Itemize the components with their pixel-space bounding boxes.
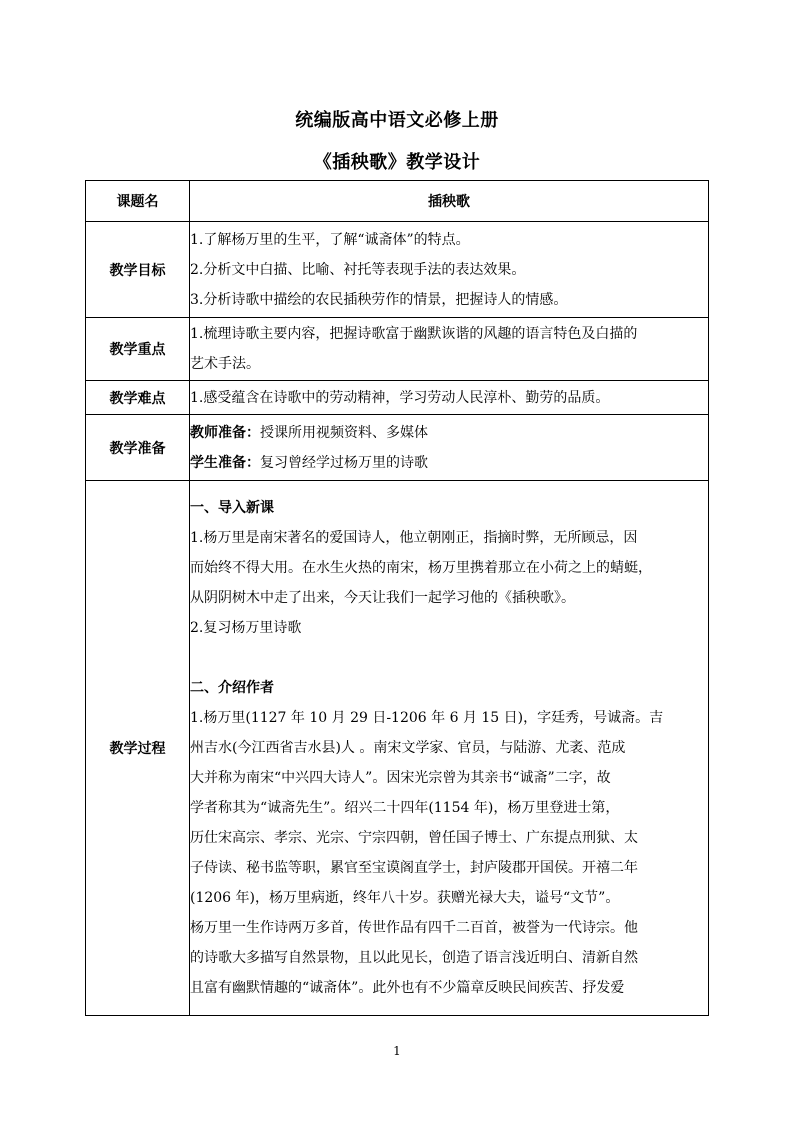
difficulties-content bbox=[190, 381, 709, 415]
process-line: 杨万里一生作诗两万多首，传世作品有四千二百首，被誉为一代诗宗。他 bbox=[190, 920, 638, 936]
page-number: 1 bbox=[393, 1044, 401, 1058]
student-preparation-label: 学生准备： bbox=[190, 454, 260, 471]
lesson-plan-table bbox=[85, 180, 709, 1016]
student-preparation bbox=[190, 448, 708, 478]
teacher-preparation-text: 授课所用视频资料、多媒体 bbox=[260, 424, 428, 441]
goals-label: 教学目标 bbox=[86, 222, 190, 318]
difficulties-label: 教学难点 bbox=[86, 381, 190, 415]
goals-line: 1.了解杨万里的生平，了解“诚斋体”的特点。 bbox=[190, 231, 470, 248]
table-row-process bbox=[86, 481, 709, 1016]
document-subtitle: 《插秧歌》教学设计 bbox=[313, 152, 481, 173]
goals-line: 3.分析诗歌中描绘的农民插秧劳作的情景，把握诗人的情感。 bbox=[190, 291, 568, 308]
process-line: 而始终不得大用。在水生火热的南宋，杨万里携着那立在小荷之上的蜻蜓， bbox=[190, 560, 652, 576]
topic-label: 课题名 bbox=[86, 181, 190, 222]
process-line: (1206 年)，杨万里病逝，终年八十岁。获赠光禄大夫，谥号“文节”。 bbox=[190, 890, 620, 906]
teacher-preparation bbox=[190, 418, 708, 448]
key-points-content bbox=[190, 318, 709, 381]
key-points-line: 艺术手法。 bbox=[190, 356, 260, 372]
process-line: 且富有幽默情趣的“诚斋体”。此外也有不少篇章反映民间疾苦、抒发爱 bbox=[190, 980, 625, 996]
process-content bbox=[190, 481, 709, 1016]
process-line: 的诗歌大多描写自然景物，且以此见长，创造了语言浅近明白、清新自然 bbox=[190, 950, 638, 966]
blank-line bbox=[190, 643, 708, 673]
student-preparation-text: 复习曾经学过杨万里的诗歌 bbox=[260, 454, 428, 471]
goals-content bbox=[190, 222, 709, 318]
section-heading-intro: 一、导入新课 bbox=[190, 500, 274, 516]
goals-line: 2.分析文中白描、比喻、衬托等表现手法的表达效果。 bbox=[190, 261, 526, 278]
preparation-content bbox=[190, 415, 709, 481]
table-row-topic bbox=[86, 181, 709, 222]
table-row-preparation bbox=[86, 415, 709, 481]
process-line: 1.杨万里(1127 年 10 月 29 日-1206 年 6 月 15 日)，字廷秀，号诚斋。吉 bbox=[190, 710, 664, 726]
process-line: 2.复习杨万里诗歌 bbox=[190, 620, 302, 636]
process-line: 子侍读、秘书监等职，累官至宝谟阁直学士，封庐陵郡开国侯。开禧二年 bbox=[190, 860, 638, 876]
section-heading-author: 二、介绍作者 bbox=[190, 680, 274, 696]
document-title: 统编版高中语文必修上册 bbox=[295, 110, 499, 131]
table-row-key-points bbox=[86, 318, 709, 381]
teacher-preparation-label: 教师准备： bbox=[190, 424, 260, 441]
difficulties-line: 1.感受蕴含在诗歌中的劳动精神，学习劳动人民淳朴、勤劳的品质。 bbox=[190, 389, 610, 406]
process-line: 1.杨万里是南宋著名的爱国诗人，他立朝刚正，指摘时弊，无所顾忌，因 bbox=[190, 530, 638, 546]
key-points-label: 教学重点 bbox=[86, 318, 190, 381]
process-line: 学者称其为“诚斋先生”。绍兴二十四年(1154 年)，杨万里登进士第， bbox=[190, 800, 620, 816]
preparation-label: 教学准备 bbox=[86, 415, 190, 481]
topic-value: 插秧歌 bbox=[190, 181, 709, 222]
process-line: 州吉水(今江西省吉水县)人 。南宋文学家、官员，与陆游、尤袤、范成 bbox=[190, 740, 626, 756]
process-line: 大并称为南宋“中兴四大诗人”。因宋光宗曾为其亲书“诚斋”二字，故 bbox=[190, 770, 611, 786]
process-label: 教学过程 bbox=[86, 481, 190, 1016]
key-points-line: 1.梳理诗歌主要内容，把握诗歌富于幽默诙谐的风趣的语言特色及白描的 bbox=[190, 326, 638, 342]
table-row-difficulties bbox=[86, 381, 709, 415]
process-line: 从阴阴树木中走了出来，今天让我们一起学习他的《插秧歌》。 bbox=[190, 590, 575, 606]
process-line: 历仕宋高宗、孝宗、光宗、宁宗四朝，曾任国子博士、广东提点刑狱、太 bbox=[190, 830, 638, 846]
table-row-goals bbox=[86, 222, 709, 318]
